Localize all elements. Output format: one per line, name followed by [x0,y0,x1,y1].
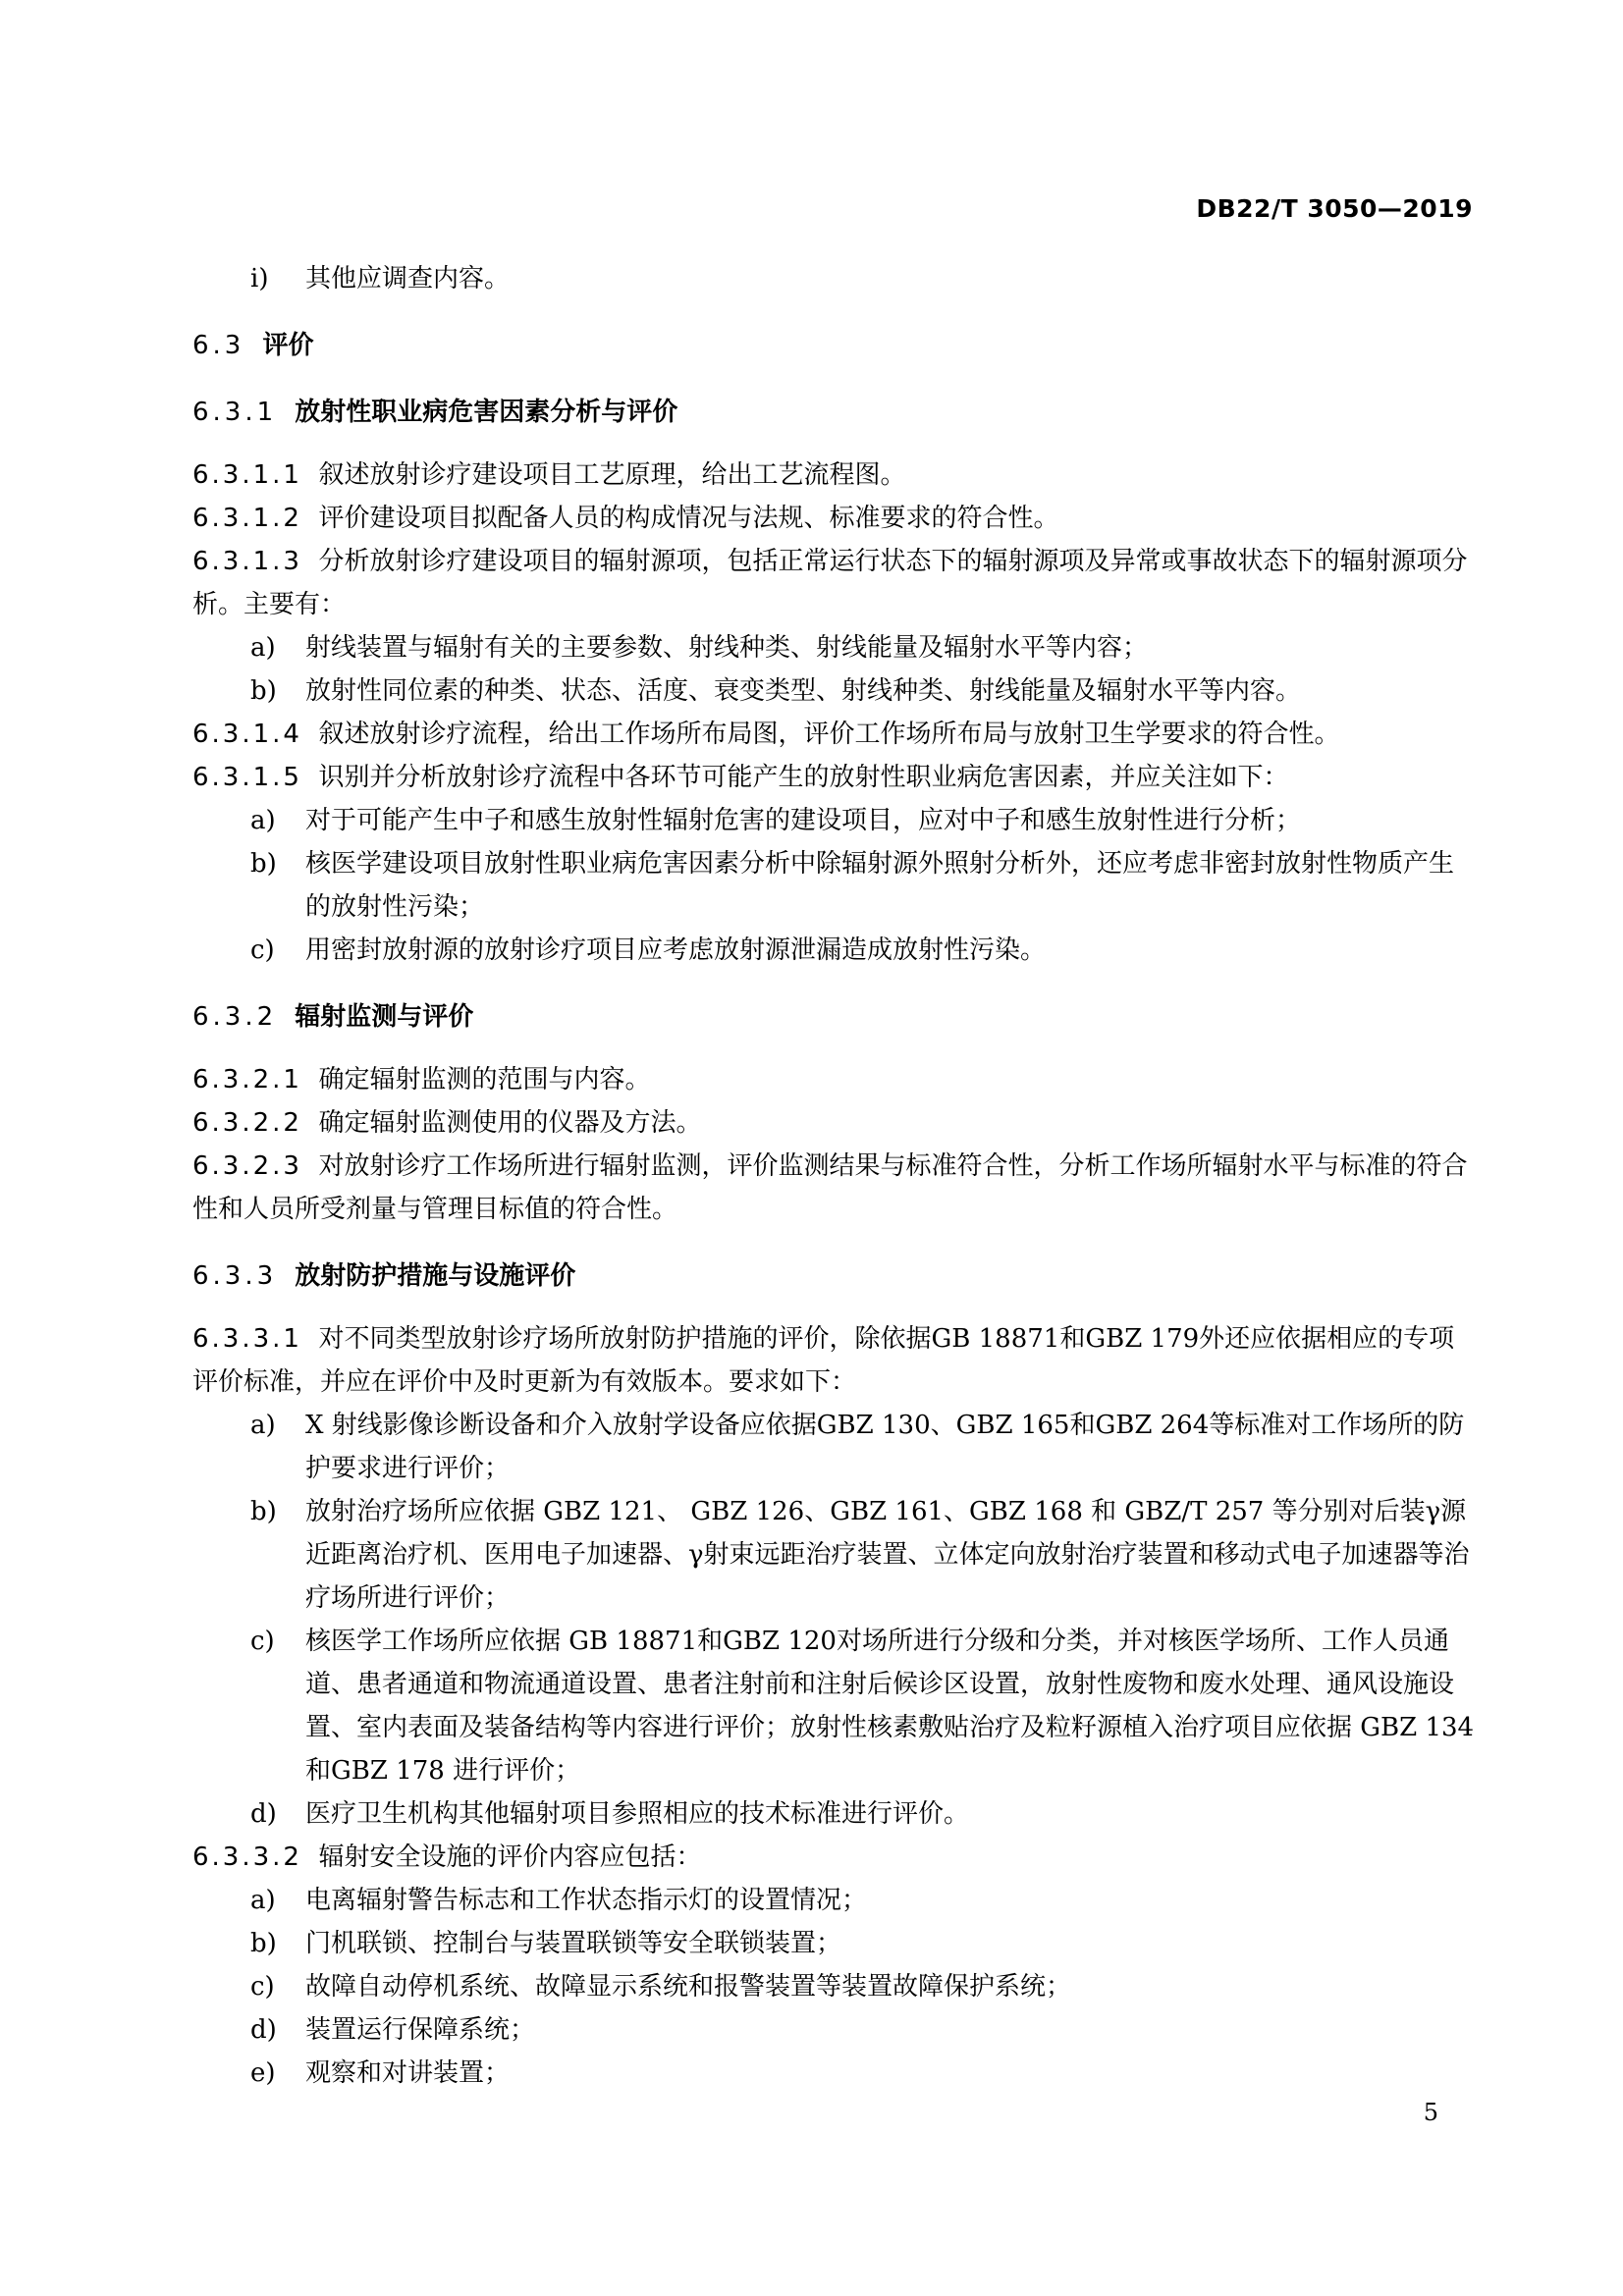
clause [192,1101,1479,1145]
item-marker: i) [250,264,269,294]
section-heading [192,1255,1479,1298]
clause-number: 6.3.3.2 [192,1842,302,1872]
item-text: 用密封放射源的放射诊疗项目应考虑放射源泄漏造成放射性污染。 [305,935,1047,965]
item-text: 其他应调查内容。 [305,264,511,294]
clause-text: 分析放射诊疗建设项目的辐射源项，包括正常运行状态下的辐射源项及异常或事故状态下的辐射源项分析。主要有： [192,547,1468,619]
list-item [192,1792,1479,1836]
clause [192,497,1479,540]
item-text: 医疗卫生机构其他辐射项目参照相应的技术标准进行评价。 [305,1799,970,1829]
list-item [192,1879,1479,1922]
clause-number: 6.3.1.2 [192,504,302,533]
item-marker: b) [250,1929,277,1958]
list-item [192,2008,1479,2052]
clause-text: 对放射诊疗工作场所进行辐射监测，评价监测结果与标准符合性，分析工作场所辐射水平与标准的符合性和人员所受剂量与管理目标值的符合性。 [192,1151,1468,1224]
clause [192,454,1479,497]
clause-number: 6.3.2.1 [192,1065,302,1095]
clause [192,1317,1479,1404]
clause [192,540,1479,626]
clause-text: 叙述放射诊疗建设项目工艺原理，给出工艺流程图。 [318,460,906,490]
clause-text: 确定辐射监测使用的仪器及方法。 [318,1108,702,1138]
item-marker: a) [250,633,276,663]
clause [192,756,1479,799]
list-item [192,626,1479,669]
section-title: 评价 [262,331,314,360]
item-marker: c) [250,1627,275,1656]
item-marker: b) [250,676,277,706]
list-item [192,842,1479,929]
clause-number: 6.3.1.1 [192,460,302,490]
clause [192,1058,1479,1101]
item-text: 电离辐射警告标志和工作状态指示灯的设置情况； [305,1886,868,1915]
item-marker: b) [250,1497,277,1526]
item-text: 故障自动停机系统、故障显示系统和报警装置等装置故障保护系统； [305,1972,1072,2002]
clause-text: 确定辐射监测的范围与内容。 [318,1065,651,1095]
clause [192,713,1479,756]
section-number: 6.3 [192,331,245,360]
clause-number: 6.3.1.3 [192,547,302,576]
list-item [192,799,1479,842]
clause [192,1145,1479,1231]
clause-text: 叙述放射诊疗流程，给出工作场所布局图，评价工作场所布局与放射卫生学要求的符合性。 [318,720,1340,749]
clause-number: 6.3.1.4 [192,720,302,749]
clause-text: 对不同类型放射诊疗场所放射防护措施的评价，除依据GB 18871和GBZ 179外还应依据相应的专项评价标准，并应在评价中及时更新为有效版本。要求如下： [192,1324,1455,1397]
item-text: 对于可能产生中子和感生放射性辐射危害的建设项目，应对中子和感生放射性进行分析； [305,806,1302,835]
list-item [192,929,1479,972]
item-text: 门机联锁、控制台与装置联锁等安全联锁装置； [305,1929,842,1958]
clause-number: 6.3.2.3 [192,1151,302,1181]
document-id: DB22/T 3050—2019 [1196,194,1473,223]
section-number: 6.3.1 [192,398,278,427]
section-heading [192,995,1479,1039]
list-item [192,1490,1479,1620]
item-text: 观察和对讲装置； [305,2058,511,2088]
item-marker: d) [250,1799,277,1829]
clause-text: 辐射安全设施的评价内容应包括： [318,1842,702,1872]
section-number: 6.3.2 [192,1002,278,1032]
item-marker: a) [250,806,276,835]
section-title: 放射防护措施与设施评价 [295,1261,576,1291]
clause [192,1836,1479,1879]
item-marker: c) [250,935,275,965]
clause-number: 6.3.1.5 [192,763,302,792]
section-number: 6.3.3 [192,1261,278,1291]
item-text: X 射线影像诊断设备和介入放射学设备应依据GBZ 130、GBZ 165和GBZ 264等标准对工作场所的防护要求进行评价； [305,1411,1465,1483]
item-text: 装置运行保障系统； [305,2015,536,2045]
item-marker: d) [250,2015,277,2045]
list-item [192,669,1479,713]
item-text: 放射性同位素的种类、状态、活度、衰变类型、射线种类、射线能量及辐射水平等内容。 [305,676,1302,706]
clause-text: 评价建设项目拟配备人员的构成情况与法规、标准要求的符合性。 [318,504,1059,533]
section-title: 辐射监测与评价 [295,1002,474,1032]
list-item [192,1965,1479,2008]
item-text: 核医学建设项目放射性职业病危害因素分析中除辐射源外照射分析外，还应考虑非密封放射性物质产生的放射性污染； [305,849,1455,922]
clause-number: 6.3.3.1 [192,1324,302,1354]
item-text: 放射治疗场所应依据 GBZ 121、 GBZ 126、GBZ 161、GBZ 168 和 GBZ/T 257 等分别对后装γ源近距离治疗机、医用电子加速器、γ射束远距治疗装置、立体定向放射治疗装置和移动式电子加速器等治疗场所进行评价； [305,1497,1470,1613]
section-heading [192,324,1479,367]
item-text: 射线装置与辐射有关的主要参数、射线种类、射线能量及辐射水平等内容； [305,633,1149,663]
section-heading [192,391,1479,434]
list-item [192,257,1479,300]
document-body [192,257,1479,2095]
list-item [192,1922,1479,1965]
item-marker: a) [250,1886,276,1915]
item-marker: c) [250,1972,275,2002]
list-item [192,1404,1479,1490]
clause-number: 6.3.2.2 [192,1108,302,1138]
clause-text: 识别并分析放射诊疗流程中各环节可能产生的放射性职业病危害因素，并应关注如下： [318,763,1289,792]
item-marker: a) [250,1411,276,1440]
item-marker: b) [250,849,277,879]
page-number: 5 [1423,2099,1438,2126]
list-item [192,1620,1479,1792]
item-marker: e) [250,2058,276,2088]
list-item [192,2052,1479,2095]
section-title: 放射性职业病危害因素分析与评价 [295,398,678,427]
item-text: 核医学工作场所应依据 GB 18871和GBZ 120对场所进行分级和分类，并对核医学场所、工作人员通道、患者通道和物流通道设置、患者注射前和注射后候诊区设置，放射性废物和废水处理、通风设施设置、室内表面及装备结构等内容进行评价；放射性核素敷贴治疗及粒籽源植入治疗项目应依据 GBZ 134和GBZ 178 进行评价； [305,1627,1475,1786]
